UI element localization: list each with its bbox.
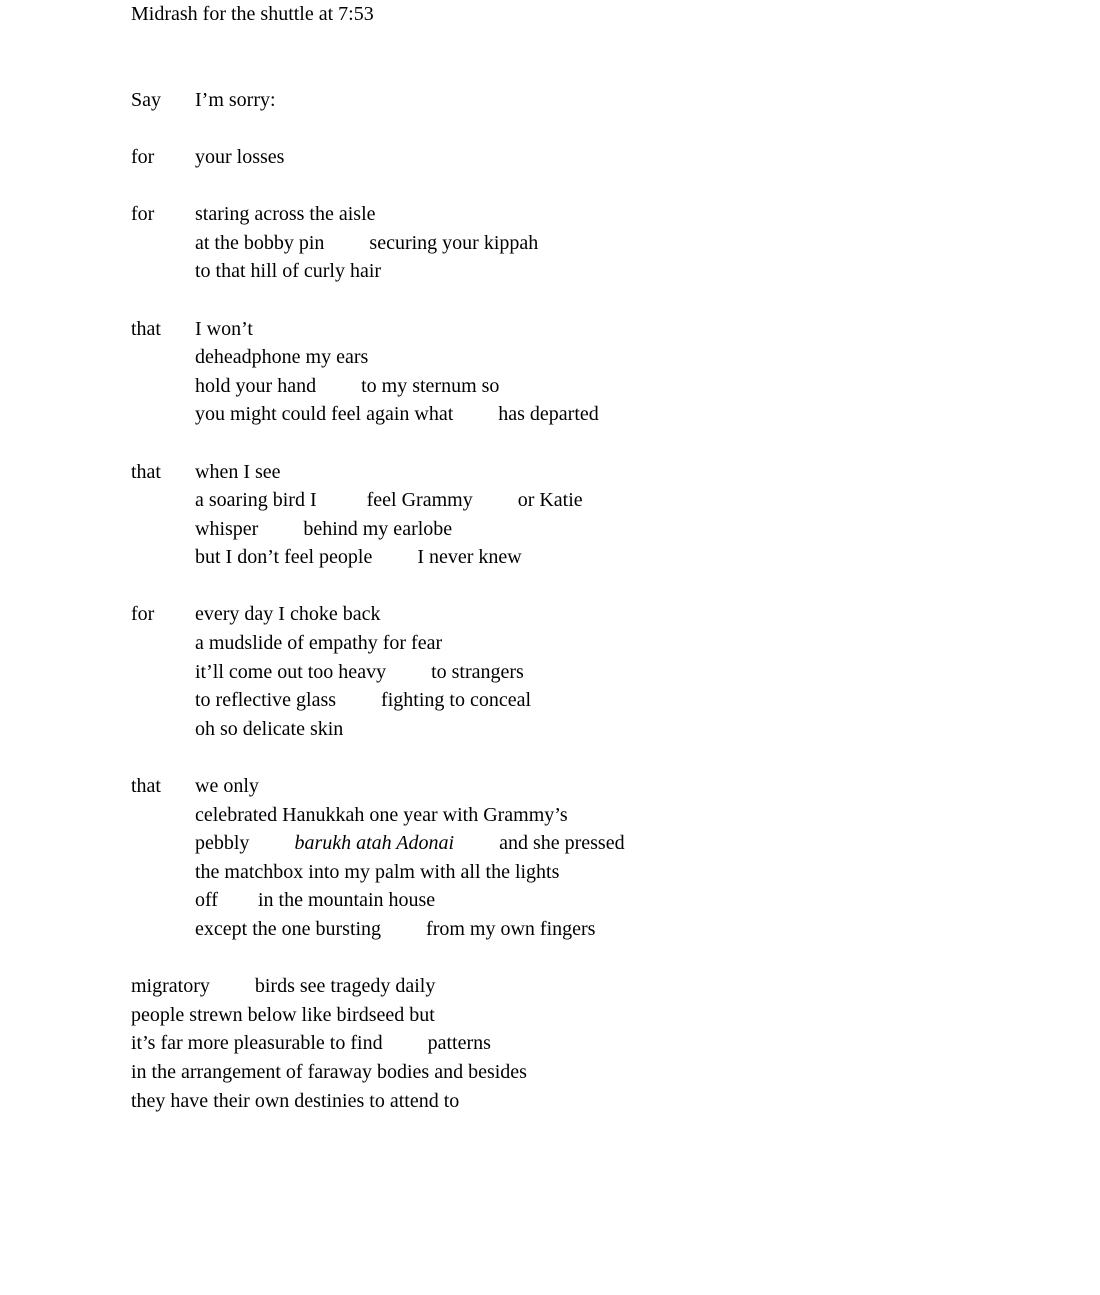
- stanza: [131, 458, 625, 572]
- stanza-lines: [195, 600, 625, 743]
- poem-line: except the one bursting from my own fingers: [195, 918, 596, 940]
- stanza-flush-left: [131, 972, 625, 1115]
- poem-line: oh so delicate skin: [195, 717, 344, 740]
- stanza: [131, 200, 625, 286]
- stanza: [131, 315, 625, 429]
- line-segment: and she pressed: [454, 832, 625, 855]
- stanza-lines: [195, 200, 625, 286]
- poem-line: a mudslide of empathy for fear: [195, 632, 443, 655]
- poem-line: every day I choke back: [195, 603, 381, 626]
- stanza: [131, 86, 625, 115]
- poem-line: to that hill of curly hair: [195, 260, 382, 283]
- stanza: [131, 600, 625, 743]
- stanza-anaphora-label: that: [131, 317, 161, 340]
- poem-line: when I see: [195, 460, 281, 483]
- poem-line: people strewn below like birdseed but: [131, 1003, 435, 1026]
- poem-line: whisper behind my earlobe: [195, 517, 453, 540]
- stanza-lines: [195, 86, 625, 115]
- stanza-anaphora-label: that: [131, 775, 161, 798]
- poem-line-with-italic: [195, 829, 625, 858]
- poem-line: at the bobby pin securing your kippah: [195, 231, 539, 254]
- stanza-anaphora-label: that: [131, 460, 161, 483]
- poem-line: it’s far more pleasurable to find patterns: [131, 1032, 491, 1055]
- stanza-lines: [195, 458, 625, 572]
- stanza-anaphora-label: for: [131, 145, 155, 168]
- poem-line: I won’t: [195, 317, 253, 340]
- poem-line: the matchbox into my palm with all the lights: [195, 860, 560, 883]
- poem-line: it’ll come out too heavy to strangers: [195, 660, 524, 683]
- poem-line: in the arrangement of faraway bodies and besides: [131, 1060, 527, 1083]
- hebrew-blessing-italic: barukh atah Adonai: [294, 832, 455, 855]
- poem-line: celebrated Hanukkah one year with Grammy’s: [195, 803, 568, 826]
- poem-line: we only: [195, 775, 259, 798]
- stanza: [131, 143, 625, 172]
- stanza-lines: [195, 772, 625, 944]
- poem-line: but I don’t feel people I never knew: [195, 546, 522, 569]
- stanza: [131, 772, 625, 944]
- poem-line: staring across the aisle: [195, 203, 376, 226]
- stanza-anaphora-label: for: [131, 603, 155, 626]
- poem-line: you might could feel again what has departed: [195, 403, 599, 426]
- poem-line: deheadphone my ears: [195, 346, 369, 369]
- poem-document: [131, 0, 625, 1144]
- poem-line: I’m sorry:: [195, 88, 276, 111]
- stanza-lines: [195, 315, 625, 429]
- poem-line: hold your hand to my sternum so: [195, 374, 500, 397]
- line-segment: pebbly: [195, 832, 295, 855]
- stanza-anaphora-label: Say: [131, 88, 161, 111]
- stanza-anaphora-label: for: [131, 203, 155, 226]
- poem-line: a soaring bird I feel Grammy or Katie: [195, 489, 583, 512]
- stanza-lines: [195, 143, 625, 172]
- poem-title: Midrash for the shuttle at 7:53: [131, 3, 374, 25]
- poem-line: your losses: [195, 145, 285, 168]
- poem-line: they have their own destinies to attend to: [131, 1089, 460, 1112]
- poem-line: to reflective glass fighting to conceal: [195, 689, 532, 712]
- poem-line: off in the mountain house: [195, 889, 436, 912]
- poem-line: migratory birds see tragedy daily: [131, 975, 436, 998]
